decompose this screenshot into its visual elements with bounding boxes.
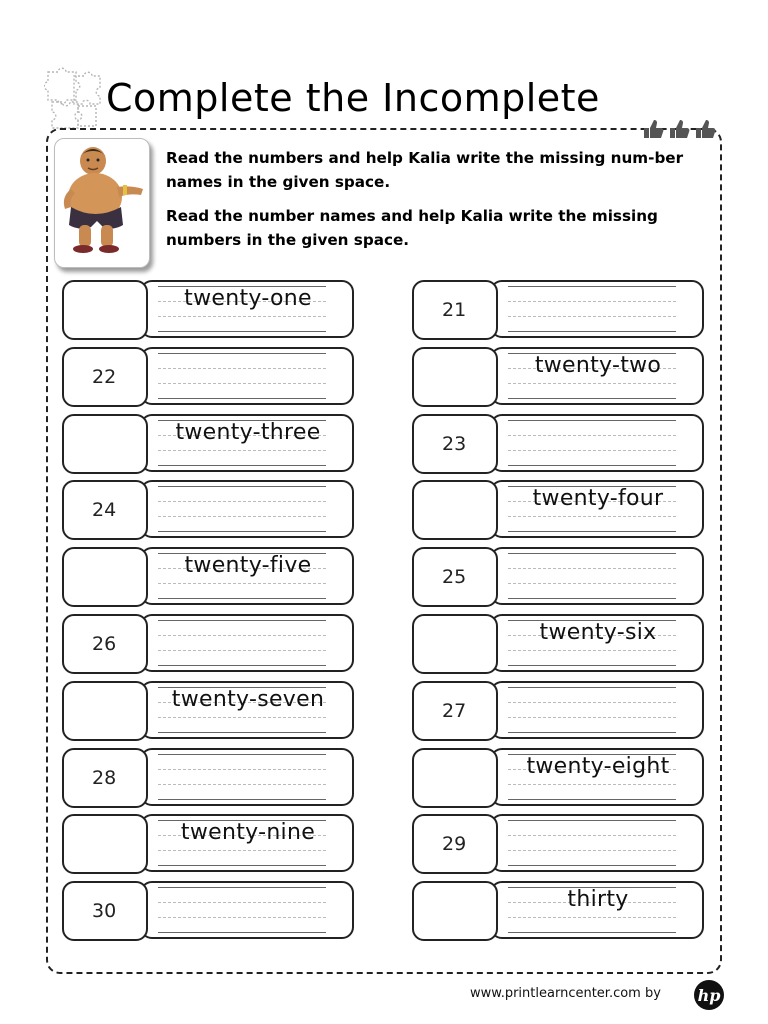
writing-lines [508,420,676,466]
number-name-text: twenty-three [175,419,321,445]
exercise-row [62,414,356,474]
kalia-character-image [54,138,150,268]
number-box: 30 [62,881,148,941]
writing-lines [508,553,676,599]
writing-lines [158,353,326,399]
number-box[interactable] [62,814,148,874]
writing-lines [508,687,676,733]
footer-site: www.printlearncenter.com by [470,986,661,1001]
exercise-row [62,280,356,340]
number-box: 29 [412,814,498,874]
exercise-row [412,414,706,474]
number-name-text: thirty [567,887,629,913]
exercise-row [412,748,706,808]
exercise-row [62,881,356,941]
exercise-row [412,280,706,340]
number-name-text: twenty-four [532,486,664,512]
number-box: 24 [62,480,148,540]
number-name-text: twenty-nine [180,820,316,846]
exercise-row [412,814,706,874]
number-box: 27 [412,681,498,741]
number-box[interactable] [62,681,148,741]
writing-lines [158,887,326,933]
number-box[interactable] [412,347,498,407]
puzzle-pieces-icon [44,66,102,130]
number-name-text: twenty-six [539,620,657,645]
number-box[interactable] [412,614,498,674]
hp-logo: hp [694,980,724,1010]
instruction-2: Read the number names and help Kalia write the missing numbers in the given space. [166,207,658,249]
exercise-row [412,347,706,407]
number-box[interactable] [412,881,498,941]
number-box: 28 [62,748,148,808]
number-name-text: twenty-eight [526,753,670,779]
exercise-row [62,480,356,540]
writing-lines [508,286,676,332]
exercise-row [62,814,356,874]
writing-lines [158,754,326,800]
exercise-row [412,881,706,941]
exercise-row [62,681,356,741]
thumbs-up-icon [640,118,720,140]
number-name-text: twenty-seven [171,686,325,712]
number-box: 25 [412,547,498,607]
exercise-row [412,681,706,741]
number-name-text: twenty-two [534,352,662,378]
title-block [44,66,644,132]
number-box: 21 [412,280,498,340]
writing-lines [158,620,326,666]
number-box: 22 [62,347,148,407]
writing-lines [508,820,676,866]
number-box: 23 [412,414,498,474]
exercise-row [412,480,706,540]
page-title: Complete the Incomplete [106,76,600,120]
instruction-1: Read the numbers and help Kalia write the missing num-ber names in the given space. [166,149,684,191]
number-box[interactable] [62,280,148,340]
number-name-text: twenty-one [184,286,312,311]
number-box[interactable] [412,748,498,808]
number-box: 26 [62,614,148,674]
exercise-row [412,547,706,607]
exercise-row [62,614,356,674]
number-box[interactable] [62,547,148,607]
exercise-row [62,748,356,808]
writing-lines [158,486,326,532]
number-box[interactable] [62,414,148,474]
number-box[interactable] [412,480,498,540]
exercise-row [412,614,706,674]
number-name-text: twenty-five [184,553,312,579]
exercise-row [62,547,356,607]
exercise-row [62,347,356,407]
